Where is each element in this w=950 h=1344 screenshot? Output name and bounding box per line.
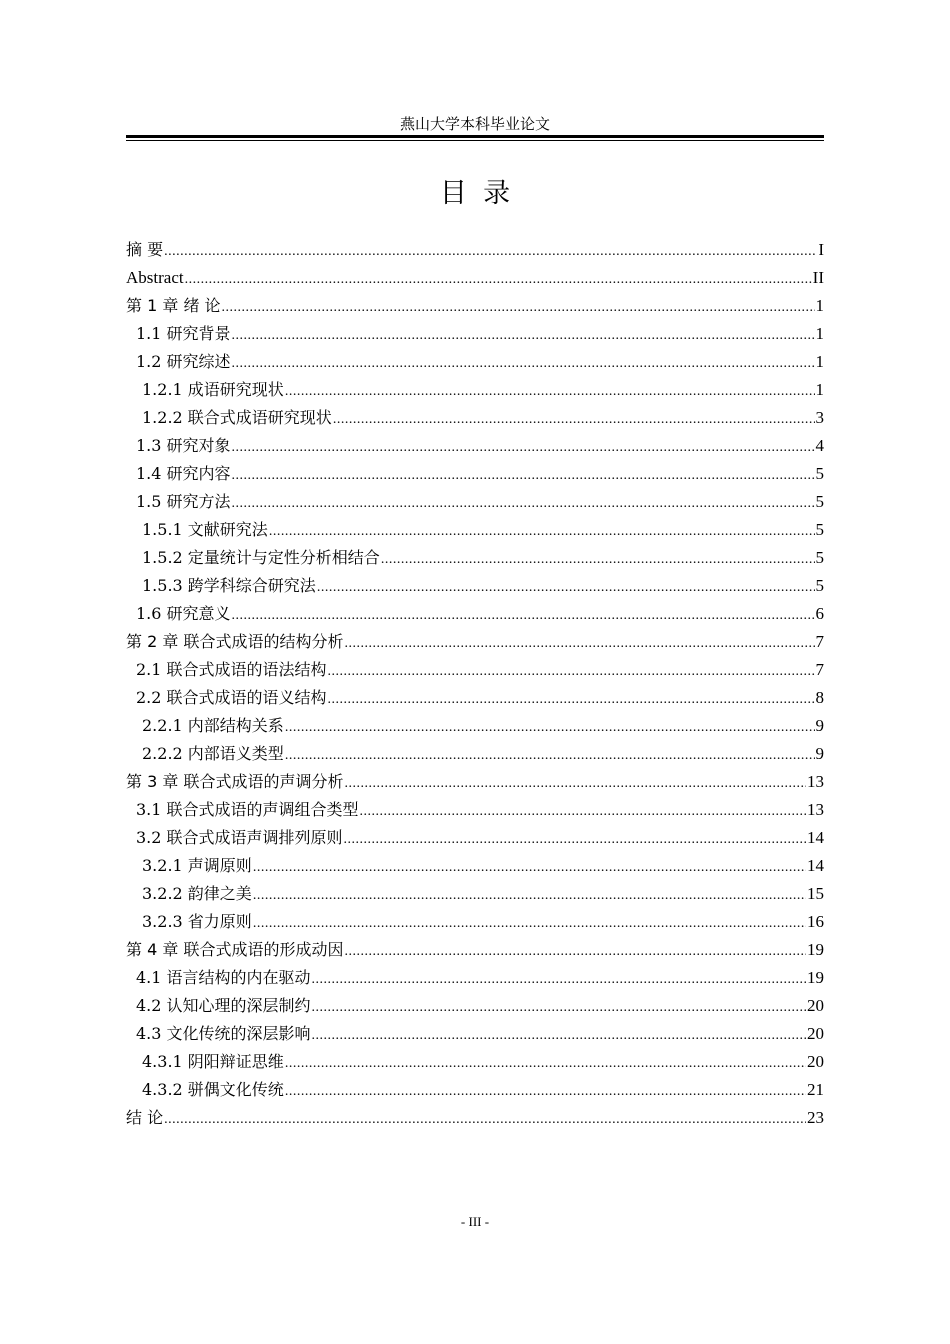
- toc-entry-label: 4.3 文化传统的深层影响: [136, 1024, 311, 1043]
- toc-entry-label: 1.2.2 联合式成语研究现状: [142, 408, 332, 427]
- toc-entry-page: 14: [807, 828, 824, 847]
- toc-entry-page: 13: [807, 772, 824, 791]
- toc-title: 目录: [439, 178, 527, 209]
- toc-entry-label: 2.1 联合式成语的语法结构: [136, 660, 327, 679]
- toc-entry-label: 1.5.3 跨学科综合研究法: [142, 576, 316, 595]
- toc-dot-leader: [312, 1022, 806, 1050]
- toc-entry-page: 1: [815, 352, 824, 371]
- toc-entry-page: 23: [807, 1108, 824, 1127]
- toc-entry[interactable]: [126, 1076, 824, 1104]
- toc-entry[interactable]: [126, 880, 824, 908]
- toc-entry[interactable]: [126, 936, 824, 964]
- toc-entry-label: 1.5 研究方法: [136, 492, 231, 511]
- toc-entry-label: 1.6 研究意义: [136, 604, 231, 623]
- toc-dot-leader: [232, 434, 815, 462]
- toc-entry[interactable]: [126, 908, 824, 936]
- toc-dot-leader: [232, 322, 815, 350]
- toc-entry-page: 4: [815, 436, 824, 455]
- toc-entry-page: II: [812, 268, 824, 287]
- toc-entry-page: 9: [815, 744, 824, 763]
- toc-entry[interactable]: [126, 348, 824, 376]
- toc-entry-page: 1: [815, 380, 824, 399]
- toc-dot-leader: [312, 994, 806, 1022]
- toc-dot-leader: [269, 518, 815, 546]
- toc-entry-label: Abstract: [126, 268, 184, 287]
- toc-entry-label: 摘 要: [126, 240, 164, 259]
- toc-entry-page: 5: [815, 520, 824, 539]
- toc-entry-page: 9: [815, 716, 824, 735]
- toc-entry[interactable]: [126, 656, 824, 684]
- toc-dot-leader: [344, 826, 806, 854]
- toc-entry[interactable]: [126, 460, 824, 488]
- toc-entry-label: 4.1 语言结构的内在驱动: [136, 968, 311, 987]
- toc-entry-label: 2.2.2 内部语义类型: [142, 744, 284, 763]
- toc-dot-leader: [164, 1106, 806, 1134]
- toc-entry[interactable]: [126, 516, 824, 544]
- toc-entry-page: 21: [807, 1080, 824, 1099]
- toc-entry-page: 8: [815, 688, 824, 707]
- toc-entry[interactable]: [126, 1104, 824, 1132]
- toc-entry-page: I: [818, 240, 824, 259]
- toc-dot-leader: [285, 1050, 806, 1078]
- toc-dot-leader: [285, 1078, 806, 1106]
- toc-entry[interactable]: [126, 628, 824, 656]
- toc-dot-leader: [285, 742, 815, 770]
- toc-entry[interactable]: [126, 740, 824, 768]
- toc-entry-page: 13: [807, 800, 824, 819]
- toc-entry-label: 3.2 联合式成语声调排列原则: [136, 828, 343, 847]
- toc-entry-label: 第 1 章 绪 论: [126, 296, 221, 315]
- toc-entry-page: 20: [807, 996, 824, 1015]
- running-header: 燕山大学本科毕业论文: [399, 115, 550, 133]
- toc-entry[interactable]: [126, 712, 824, 740]
- toc-entry[interactable]: [126, 992, 824, 1020]
- toc-entry-page: 20: [807, 1052, 824, 1071]
- toc-entry[interactable]: [126, 544, 824, 572]
- toc-entry[interactable]: [126, 796, 824, 824]
- toc-entry-page: 5: [815, 576, 824, 595]
- toc-entry-page: 19: [807, 940, 824, 959]
- toc-dot-leader: [285, 378, 815, 406]
- page-number: - III -: [460, 1214, 490, 1229]
- header-rule-thin: [126, 140, 824, 141]
- toc-dot-leader: [312, 966, 806, 994]
- toc-entry[interactable]: [126, 432, 824, 460]
- toc-dot-leader: [185, 266, 812, 294]
- toc-entry[interactable]: [126, 964, 824, 992]
- toc-dot-leader: [164, 238, 817, 266]
- toc-entry-page: 16: [807, 912, 824, 931]
- toc-dot-leader: [344, 938, 806, 966]
- toc-entry-label: 第 3 章 联合式成语的声调分析: [126, 772, 344, 791]
- toc-entry-label: 3.2.1 声调原则: [142, 856, 252, 875]
- toc-dot-leader: [285, 714, 815, 742]
- toc-entry[interactable]: [126, 236, 824, 264]
- toc-entry-label: 1.4 研究内容: [136, 464, 231, 483]
- toc-dot-leader: [253, 854, 806, 882]
- toc-entry[interactable]: [126, 320, 824, 348]
- toc-entry-label: 1.5.1 文献研究法: [142, 520, 268, 539]
- toc-entry-page: 5: [815, 548, 824, 567]
- toc-entry-label: 3.1 联合式成语的声调组合类型: [136, 800, 359, 819]
- toc-dot-leader: [344, 630, 814, 658]
- toc-entry-label: 1.2 研究综述: [136, 352, 231, 371]
- toc-dot-leader: [360, 798, 806, 826]
- toc-entry[interactable]: [126, 1048, 824, 1076]
- toc-entry[interactable]: [126, 264, 824, 292]
- toc-entry-page: 1: [815, 296, 824, 315]
- toc-entry-page: 6: [815, 604, 824, 623]
- toc-dot-leader: [232, 602, 815, 630]
- toc-entry-page: 7: [815, 632, 824, 651]
- toc-entry[interactable]: [126, 684, 824, 712]
- toc-entry-label: 第 2 章 联合式成语的结构分析: [126, 632, 344, 651]
- toc-entry-label: 1.5.2 定量统计与定性分析相结合: [142, 548, 380, 567]
- toc-dot-leader: [317, 574, 815, 602]
- toc-entry-label: 4.2 认知心理的深层制约: [136, 996, 311, 1015]
- toc-entry[interactable]: [126, 572, 824, 600]
- toc-entry[interactable]: [126, 1020, 824, 1048]
- toc-entry-page: 5: [815, 492, 824, 511]
- toc-entry-page: 5: [815, 464, 824, 483]
- toc-entry-page: 19: [807, 968, 824, 987]
- toc-entry-label: 4.3.2 骈偶文化传统: [142, 1080, 284, 1099]
- toc-entry[interactable]: [126, 852, 824, 880]
- toc-entry-page: 3: [815, 408, 824, 427]
- toc-dot-leader: [232, 462, 815, 490]
- toc-dot-leader: [253, 910, 806, 938]
- toc-entry-label: 4.3.1 阴阳辩证思维: [142, 1052, 284, 1071]
- toc-entry[interactable]: [126, 824, 824, 852]
- toc-entry-page: 7: [815, 660, 824, 679]
- toc-dot-leader: [232, 350, 815, 378]
- toc-entry-label: 2.2 联合式成语的语义结构: [136, 688, 327, 707]
- toc-dot-leader: [344, 770, 806, 798]
- toc-entry-page: 1: [815, 324, 824, 343]
- toc-entry[interactable]: [126, 376, 824, 404]
- toc-entry[interactable]: [126, 488, 824, 516]
- toc-entry-label: 1.2.1 成语研究现状: [142, 380, 284, 399]
- header-rule-thick: [126, 135, 824, 138]
- toc-entry[interactable]: [126, 768, 824, 796]
- toc-entry-label: 结 论: [126, 1108, 164, 1127]
- table-of-contents: [126, 236, 824, 1132]
- toc-entry-page: 20: [807, 1024, 824, 1043]
- toc-entry[interactable]: [126, 600, 824, 628]
- toc-entry-label: 第 4 章 联合式成语的形成动因: [126, 940, 344, 959]
- toc-entry-label: 3.2.2 韵律之美: [142, 884, 252, 903]
- toc-dot-leader: [333, 406, 815, 434]
- toc-entry[interactable]: [126, 292, 824, 320]
- toc-dot-leader: [328, 686, 815, 714]
- toc-entry-label: 1.1 研究背景: [136, 324, 231, 343]
- toc-dot-leader: [328, 658, 815, 686]
- toc-entry-label: 2.2.1 内部结构关系: [142, 716, 284, 735]
- toc-entry[interactable]: [126, 404, 824, 432]
- toc-dot-leader: [232, 490, 815, 518]
- toc-dot-leader: [222, 294, 815, 322]
- toc-entry-label: 3.2.3 省力原则: [142, 912, 252, 931]
- toc-entry-page: 15: [807, 884, 824, 903]
- toc-entry-label: 1.3 研究对象: [136, 436, 231, 455]
- toc-dot-leader: [381, 546, 815, 574]
- toc-entry-page: 14: [807, 856, 824, 875]
- toc-dot-leader: [253, 882, 806, 910]
